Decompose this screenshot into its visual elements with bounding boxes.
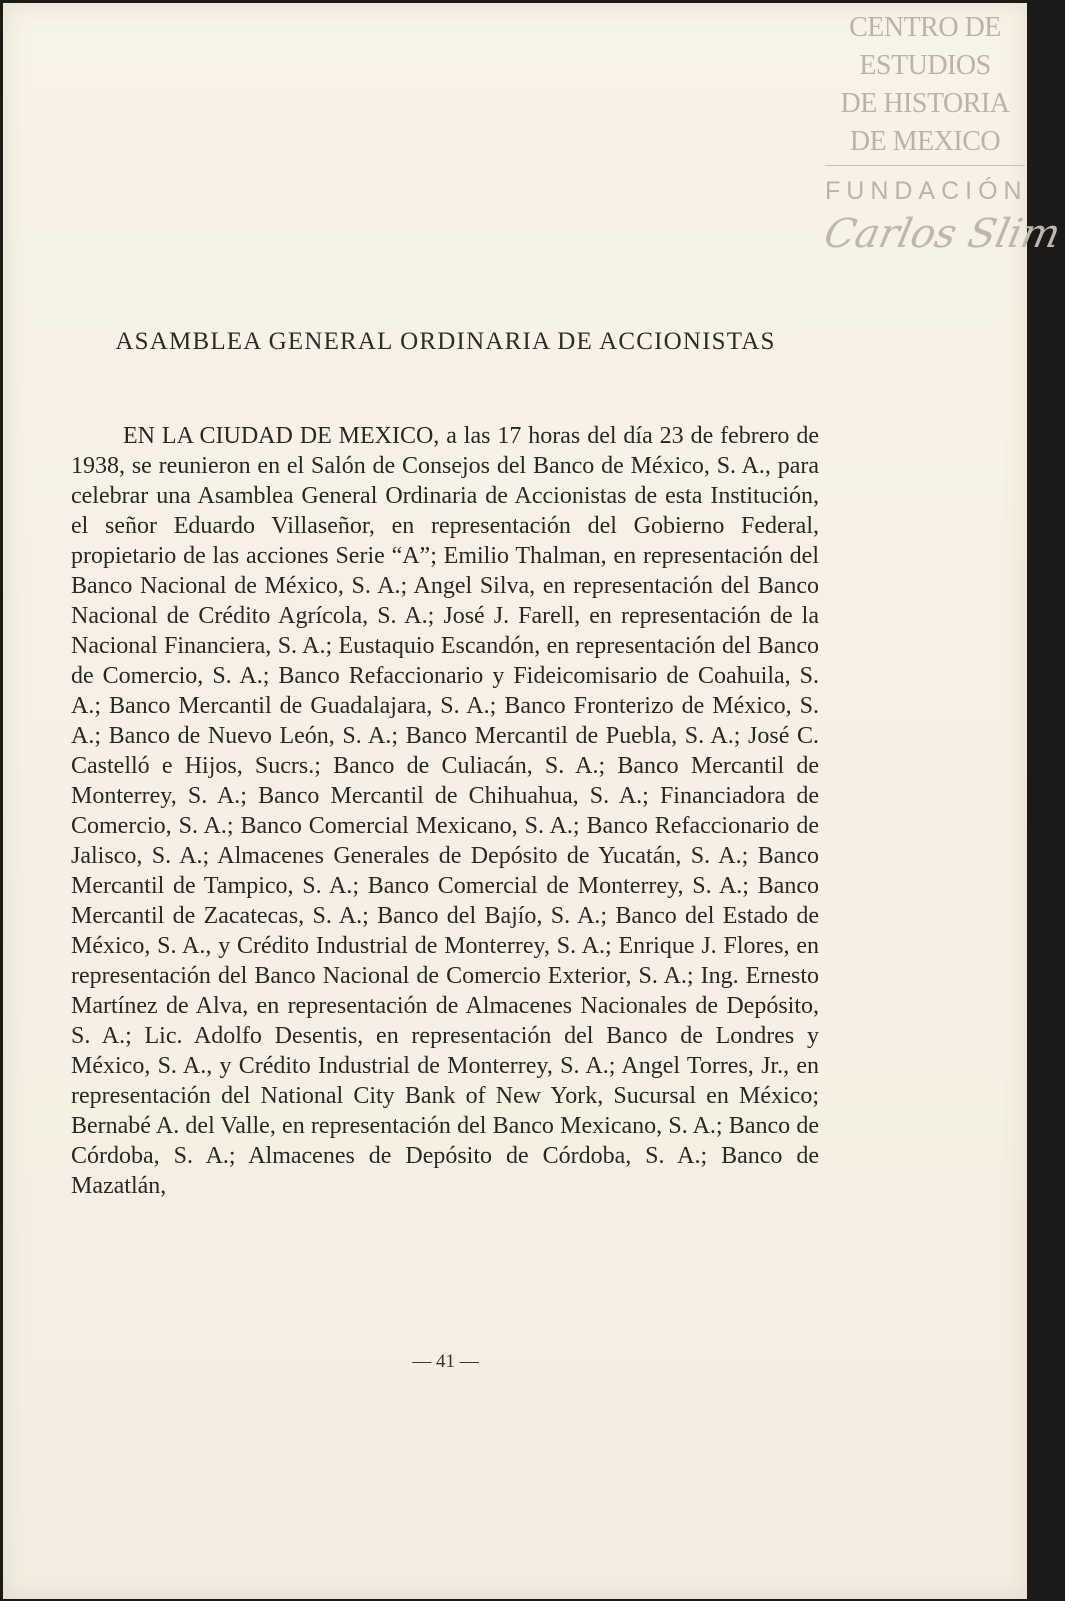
watermark-line-3: DE HISTORIA: [840, 88, 1010, 119]
document-page: [3, 3, 1065, 1599]
archive-watermark: [820, 9, 1065, 260]
watermark-line-4: DE MEXICO: [849, 126, 1001, 157]
watermark-fundacion: FUNDACIÓN: [825, 177, 1028, 205]
body-paragraph: EN LA CIUDAD DE MEXICO, a las 17 horas del día 23 de febrero de 1938, se reunieron en el Salón de Consejos del Banco de México, S. A., para celebrar una Asamblea General Ordinaria de Accionistas de esta Institución, el señor Eduardo Villaseñor, en representación del Gobierno Federal, propietario de las acciones Serie “A”; Emilio Thalman, en representación del Banco Nacional de México, S. A.; Angel Silva, en representación del Banco Nacional de Crédito Agrícola, S. A.; José J. Farell, en representación de la Nacional Financiera, S. A.; Eustaquio Escandón, en representación del Banco de Comercio, S. A.; Banco Refaccionario y Fideicomisario de Coahuila, S. A.; Banco Mercantil de Guadalajara, S. A.; Banco Fronterizo de México, S. A.; Banco de Nuevo León, S. A.; Banco Mercantil de Puebla, S. A.; José C. Castelló e Hijos, Sucrs.; Banco de Culiacán, S. A.; Banco Mercantil de Monterrey, S. A.; Banco Mercantil de Chihuahua, S. A.; Financiadora de Comercio, S. A.; Banco Comercial Mexicano, S. A.; Banco Refaccionario de Jalisco, S. A.; Almacenes Generales de Depósito de Yucatán, S. A.; Banco Mercantil de Tampico, S. A.; Banco Comercial de Monterrey, S. A.; Banco Mercantil de Zacatecas, S. A.; Banco del Bajío, S. A.; Banco del Estado de México, S. A., y Crédito Industrial de Monterrey, S. A.; Enrique J. Flores, en representación del Banco Nacional de Comercio Exterior, S. A.; Ing. Ernesto Martínez de Alva, en representación de Almacenes Nacionales de Depósito, S. A.; Lic. Adolfo Desentis, en representación del Banco de Londres y México, S. A., y Crédito Industrial de Monterrey, S. A.; Angel Torres, Jr., en representación del National City Bank of New York, Sucursal en México; Bernabé A. del Valle, en representación del Banco Mexicano, S. A.; Banco de Córdoba, S. A.; Almacenes de Depósito de Córdoba, S. A.; Banco de Mazatlán,: [71, 423, 819, 1199]
page-number: — 41 —: [412, 1351, 479, 1372]
watermark-signature: Carlos Slim: [820, 211, 1065, 257]
watermark-line-2: ESTUDIOS: [859, 50, 991, 81]
watermark-line-1: CENTRO DE: [849, 12, 1001, 43]
document-title: ASAMBLEA GENERAL ORDINARIA DE ACCIONISTAS: [115, 328, 776, 355]
watermark-divider: [825, 165, 1025, 166]
